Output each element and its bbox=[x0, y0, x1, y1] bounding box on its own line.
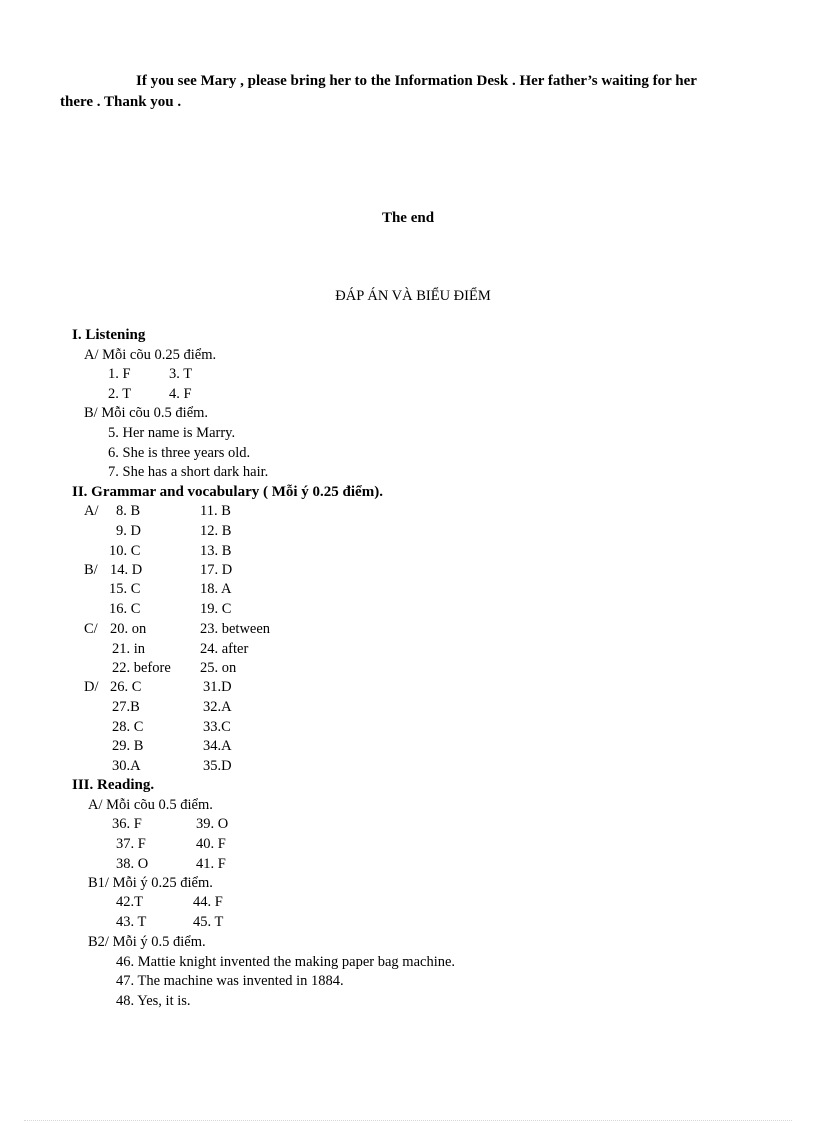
answer-sentence: 5. Her name is Marry. bbox=[108, 425, 236, 441]
reading-part-b2-label: B2/ Mỗi ý 0.5 điểm. bbox=[88, 934, 206, 950]
answer-item: 25. on bbox=[200, 660, 237, 676]
group-label: A/ bbox=[84, 503, 99, 519]
answer-item: 36. F bbox=[112, 816, 142, 832]
answer-item: 42.T bbox=[116, 894, 143, 910]
grammar-heading: II. Grammar and vocabulary ( Mỗi ý 0.25 điểm). bbox=[72, 484, 383, 500]
answer-sentence: 6. She is three years old. bbox=[108, 445, 251, 461]
answer-item: 26. C bbox=[110, 679, 142, 695]
reading-part-a-label: A/ Mỗi cõu 0.5 điểm. bbox=[88, 797, 213, 813]
answer-item: 11. B bbox=[200, 503, 231, 519]
answer-item: 18. A bbox=[200, 581, 232, 597]
answer-item: 41. F bbox=[196, 856, 226, 872]
group-label: B/ bbox=[84, 562, 98, 578]
answer-item: 39. O bbox=[196, 816, 229, 832]
answer-item: 3. T bbox=[169, 366, 193, 382]
reading-heading: III. Reading. bbox=[72, 777, 155, 793]
answer-item: 32.A bbox=[203, 699, 232, 715]
answer-sentence: 47. The machine was invented in 1884. bbox=[116, 973, 344, 989]
answer-item: 30.A bbox=[112, 758, 141, 774]
answer-item: 17. D bbox=[200, 562, 233, 578]
answer-item: 10. C bbox=[109, 543, 141, 559]
answer-item: 33.C bbox=[203, 719, 231, 735]
answer-sentence: 7. She has a short dark hair. bbox=[108, 464, 269, 480]
end-heading: The end bbox=[381, 210, 435, 226]
answer-item: 1. F bbox=[108, 366, 131, 382]
listening-part-b-label: B/ Mỗi cõu 0.5 điểm. bbox=[84, 405, 209, 421]
answer-item: 22. before bbox=[112, 660, 171, 676]
answer-sentence: 48. Yes, it is. bbox=[116, 993, 191, 1009]
answer-item: 38. O bbox=[116, 856, 149, 872]
answer-item: 13. B bbox=[200, 543, 232, 559]
answer-item: 34.A bbox=[203, 738, 232, 754]
answer-item: 35.D bbox=[203, 758, 232, 774]
group-label: D/ bbox=[84, 679, 99, 695]
answer-item: 27.B bbox=[112, 699, 140, 715]
listening-heading: I. Listening bbox=[72, 327, 146, 343]
group-label: C/ bbox=[84, 621, 98, 637]
answer-sentence: 46. Mattie knight invented the making paper bag machine. bbox=[116, 954, 456, 970]
intro-line-2: there . Thank you . bbox=[60, 94, 182, 110]
answer-item: 16. C bbox=[109, 601, 141, 617]
answer-item: 40. F bbox=[196, 836, 226, 852]
answer-item: 20. on bbox=[110, 621, 147, 637]
answer-item: 44. F bbox=[193, 894, 223, 910]
answer-item: 2. T bbox=[108, 386, 132, 402]
answer-item: 15. C bbox=[109, 581, 141, 597]
answer-item: 23. between bbox=[200, 621, 271, 637]
listening-part-a-label: A/ Mỗi cõu 0.25 điểm. bbox=[84, 347, 217, 363]
reading-part-b1-label: B1/ Mỗi ý 0.25 điểm. bbox=[88, 875, 213, 891]
answer-item: 31.D bbox=[203, 679, 232, 695]
answer-key-title: ĐÁP ÁN VÀ BIỂU ĐIỂM bbox=[335, 288, 491, 304]
answer-item: 4. F bbox=[169, 386, 192, 402]
answer-item: 12. B bbox=[200, 523, 232, 539]
answer-item: 14. D bbox=[110, 562, 143, 578]
intro-line-1: If you see Mary , please bring her to the Information Desk . Her father’s waiting for her bbox=[136, 73, 697, 89]
answer-item: 19. C bbox=[200, 601, 232, 617]
answer-item: 9. D bbox=[116, 523, 141, 539]
page-bottom-divider bbox=[24, 1120, 792, 1121]
answer-item: 43. T bbox=[116, 914, 147, 930]
answer-item: 8. B bbox=[116, 503, 141, 519]
answer-item: 29. B bbox=[112, 738, 144, 754]
answer-item: 28. C bbox=[112, 719, 144, 735]
answer-item: 24. after bbox=[200, 641, 249, 657]
answer-item: 21. in bbox=[112, 641, 146, 657]
answer-item: 37. F bbox=[116, 836, 146, 852]
answer-item: 45. T bbox=[193, 914, 224, 930]
